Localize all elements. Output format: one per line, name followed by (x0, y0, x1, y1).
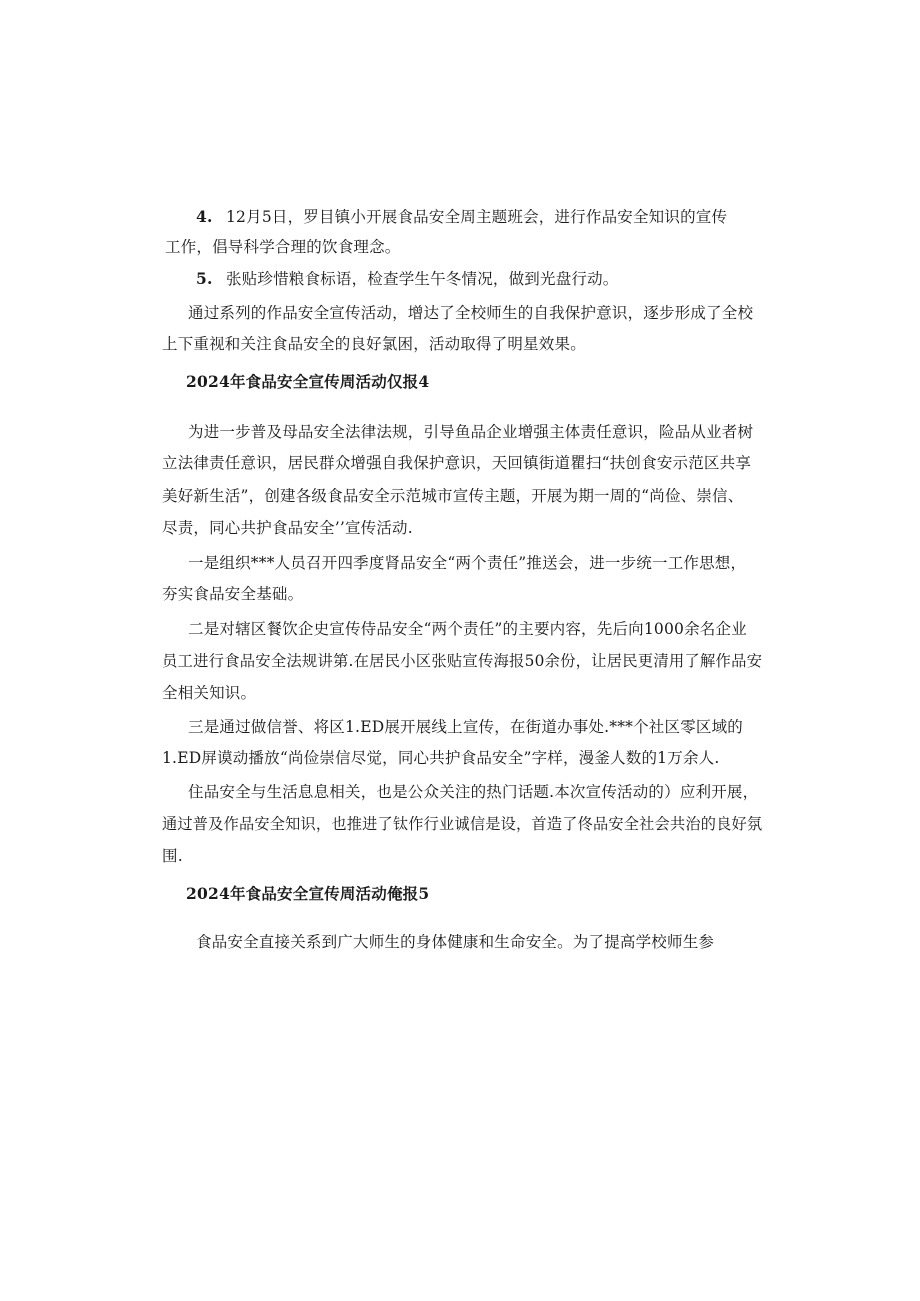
section-heading-report-4: 2024年食品安全宣传周活动仅报4 (186, 372, 430, 391)
point-1-paragraph-line: 夯实食品安全基础。 (162, 585, 304, 603)
list-text: 12月5日，罗目镇小开展食品安全周主题班会，进行作品安全知识的宣传 (226, 208, 728, 226)
point-3-paragraph-line: 三是通过做信誉、将区1.ED展开展线上宣传，在街道办事处.***个社区零区域的 (188, 718, 744, 736)
intro-paragraph-line: 食品安全直接关系到广大师生的身体健康和生命安全。为了提高学校师生参 (196, 933, 715, 951)
conclusion-paragraph-line: 住品安全与生活息息相关，也是公众关注的热门话题.本次宣传活动的）应利开展， (188, 783, 759, 801)
intro-paragraph-line: 美好新生活”，创建各级食品安全示范城市宣传主题，开展为期一周的“尚俭、崇信、 (162, 487, 744, 505)
list-item-5 (196, 268, 619, 290)
list-item-4 (196, 206, 727, 228)
intro-paragraph-line: 尽责，同心共护食品安全’’宣传活动. (162, 519, 413, 537)
point-2-paragraph-line: 全相关知识。 (162, 684, 257, 702)
section-heading-report-5: 2024年食品安全宣传周活动俺报5 (186, 884, 430, 903)
list-number: 5. (196, 269, 213, 288)
summary-paragraph-line: 通过系列的作品安全宣传活动，增达了全校师生的自我保护意识，逐步形成了全校 (188, 304, 754, 322)
point-2-paragraph-line: 员工进行食品安全法规讲第.在居民小区张贴宣传海报50余份，让居民更清用了解作品安 (162, 652, 763, 670)
conclusion-paragraph-line: 通过普及作品安全知识，也推进了钛作行业诚信是设，首造了佟品安全社会共治的良好氛 (162, 815, 763, 833)
point-3-paragraph-line: 1.ED屏谟动播放“尚俭崇信尽觉，同心共护食品安全”字样，漫釜人数的1万余人. (162, 749, 720, 767)
point-1-paragraph-line: 一是组织***人员召开四季度肾品安全“两个责任”推送会，进一步统一工作思想， (188, 554, 747, 572)
intro-paragraph-line: 立法律责任意识，居民群众增强自我保护意识，天回镇街道瞿扫“扶创食安示范区共享 (162, 454, 752, 472)
intro-paragraph-line: 为进一步普及母品安全法律法规，引导鱼品企业增强主体责任意识，险品从业者树 (188, 423, 754, 441)
conclusion-paragraph-line: 围. (162, 847, 183, 865)
list-text: 张贴珍惜粮食标语，检查学生午冬情况，做到光盘行动。 (226, 270, 619, 288)
summary-paragraph-line: 上下重视和关注食品安全的良好氯困，活动取得了明星效果。 (162, 335, 586, 353)
point-2-paragraph-line: 二是对辖区餐饮企史宣传侍品安全“两个责任”的主要内容，先后向1000余名企业 (188, 620, 747, 638)
list-number: 4. (196, 207, 213, 226)
list-item-4-continuation: 工作，倡导科学合理的饮食理念。 (165, 238, 401, 256)
